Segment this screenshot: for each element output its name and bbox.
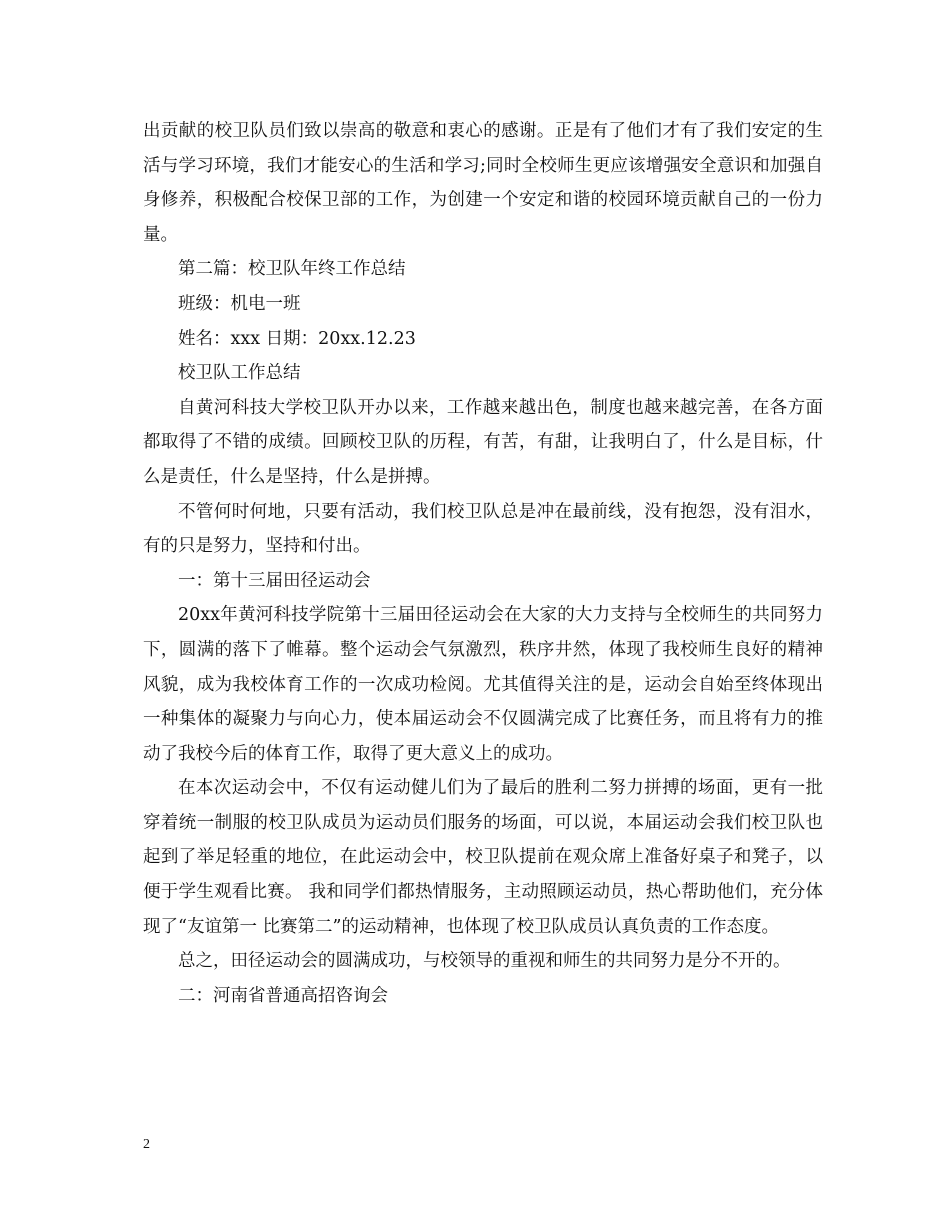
page-number: 2: [143, 1137, 150, 1152]
paragraph-continuation: 出贡献的校卫队员们致以崇高的敬意和衷心的感谢。正是有了他们才有了我们安定的生活与学习环境，我们才能安心的生活和学习;同时全校师生更应该增强安全意识和加强自身修养，积极配合校保卫部的工作，为创建一个安定和谐的校园环境贡献自己的一份力量。: [143, 121, 823, 245]
class-line: 班级：机电一班: [178, 293, 301, 314]
paragraph-conclusion: 总之，田径运动会的圆满成功，与校领导的重视和师生的共同努力是分不开的。: [178, 951, 791, 972]
section-heading-part-two: 第二篇：校卫队年终工作总结: [178, 259, 406, 280]
subheading-consultation: 二：河南省普通高招咨询会: [178, 985, 388, 1006]
paragraph-service: 在本次运动会中，不仅有运动健儿们为了最后的胜利二努力拼搏的场面，更有一批穿着统一制服的校卫队成员为运动员们服务的场面，可以说，本届运动会我们校卫队也起到了举足轻重的地位，在此运动会中，校卫队提前在观众席上准备好桌子和凳子，以便于学生观看比赛。 我和同学们都热情服务，主动照顾运动员，热心帮助他们，充分体现了“友谊第一 比赛第二”的运动精神，也体现了校卫队成员认真负责的工作态度。: [143, 778, 823, 937]
name-date-line: 姓名：xxx 日期：20xx.12.23: [178, 328, 416, 349]
subheading-sports-meet: 一：第十三届田径运动会: [178, 570, 371, 591]
summary-title: 校卫队工作总结: [178, 363, 301, 384]
paragraph-intro: 自黄河科技大学校卫队开办以来，工作越来越出色，制度也越来越完善，在各方面都取得了不错的成绩。回顾校卫队的历程，有苦，有甜，让我明白了，什么是目标，什么是责任，什么是坚持，什么是拼搏。: [143, 397, 823, 487]
document-body: [143, 114, 823, 1013]
paragraph-frontline: 不管何时何地，只要有活动，我们校卫队总是冲在最前线，没有抱怨，没有泪水，有的只是努力，坚持和付出。: [143, 501, 823, 557]
paragraph-sports-meet: 20xx年黄河科技学院第十三届田径运动会在大家的大力支持与全校师生的共同努力下，圆满的落下了帷幕。整个运动会气氛激烈，秩序井然，体现了我校师生良好的精神风貌，成为我校体育工作的一次成功检阅。尤其值得关注的是，运动会自始至终体现出一种集体的凝聚力与向心力，使本届运动会不仅圆满完成了比赛任务，而且将有力的推动了我校今后的体育工作，取得了更大意义上的成功。: [143, 605, 823, 764]
